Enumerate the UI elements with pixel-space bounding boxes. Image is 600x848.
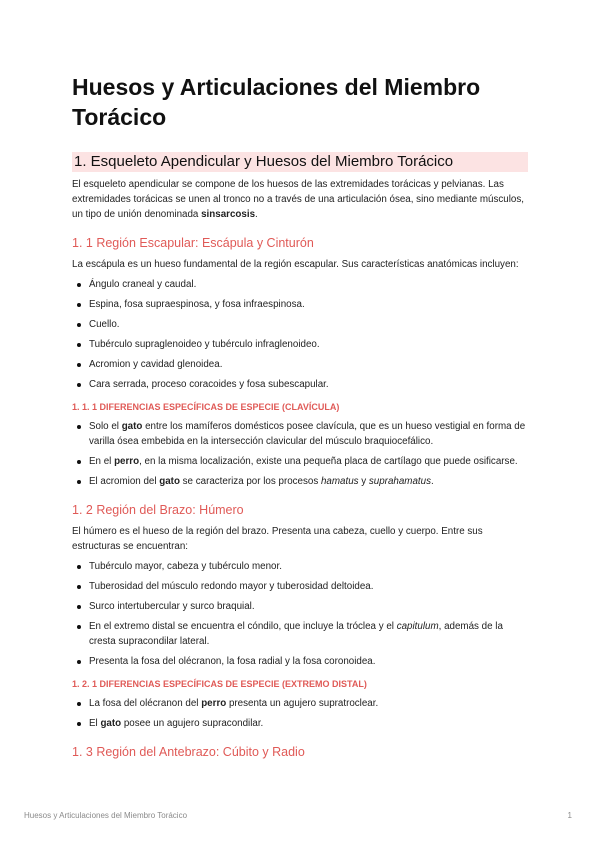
text-span: El acromion del bbox=[89, 476, 160, 487]
text-span: . bbox=[430, 476, 434, 487]
list-item bbox=[72, 454, 528, 469]
text-span: En el bbox=[89, 456, 115, 467]
section-1-2-intro: El húmero es el hueso de la región del brazo. Presenta una cabeza, cuello y cuerpo. Entre sus estructuras se encuentran: bbox=[72, 526, 483, 552]
list-item: Tubérculo mayor, cabeza y tubérculo menor. bbox=[72, 559, 528, 574]
list-item: Tuberosidad del músculo redondo mayor y tuberosidad deltoidea. bbox=[72, 579, 528, 594]
text-span: Solo el bbox=[89, 421, 122, 432]
section-1-2-1-heading: 1. 2. 1 DIFERENCIAS ESPECÍFICAS DE ESPECIE (EXTREMO DISTAL) bbox=[72, 679, 367, 689]
text-span: y bbox=[358, 476, 369, 487]
text-span: . bbox=[255, 209, 258, 220]
list-item: Tubérculo supraglenoideo y tubérculo infraglenoideo. bbox=[72, 337, 528, 352]
bold-term: perro bbox=[114, 456, 140, 467]
bold-term: gato bbox=[159, 476, 180, 487]
list-item: Cara serrada, proceso coracoides y fosa subescapular. bbox=[72, 377, 528, 392]
text-span: , en la misma localización, existe una pequeña placa de cartílago que puede osificarse. bbox=[139, 456, 518, 467]
section-1-heading: 1. Esqueleto Apendicular y Huesos del Miembro Torácico bbox=[72, 152, 528, 172]
list-item bbox=[72, 419, 528, 449]
section-1-2-heading: 1. 2 Región del Brazo: Húmero bbox=[72, 503, 244, 517]
italic-term: capitulum bbox=[396, 621, 439, 632]
text-span: posee un agujero supracondilar. bbox=[121, 718, 264, 729]
list-item bbox=[72, 619, 528, 649]
list-item bbox=[72, 474, 528, 489]
section-1-paragraph bbox=[72, 177, 528, 222]
page-title: Huesos y Articulaciones del Miembro Torácico bbox=[72, 74, 481, 130]
bold-term: perro bbox=[201, 698, 227, 709]
list-item: Surco intertubercular y surco braquial. bbox=[72, 599, 528, 614]
footer-title: Huesos y Articulaciones del Miembro Torácico bbox=[24, 811, 188, 820]
bold-term: gato bbox=[121, 421, 143, 432]
distal-differences-list bbox=[72, 696, 528, 731]
text-span: El esqueleto apendicular se compone de los huesos de las extremidades torácicas y pelvianas. Las extremidades torácicas se unen al tronco no a través de una articulación ósea, sino mediante músculos, un tipo de unión denominada bbox=[72, 179, 524, 220]
list-item: Presenta la fosa del olécranon, la fosa radial y la fosa coronoidea. bbox=[72, 654, 528, 669]
list-item bbox=[72, 696, 528, 711]
page-number: 1 bbox=[567, 811, 572, 820]
section-1-3-heading: 1. 3 Región del Antebrazo: Cúbito y Radio bbox=[72, 745, 305, 759]
scapula-features-list bbox=[72, 277, 528, 392]
text-span: La fosa del olécranon del bbox=[89, 698, 202, 709]
list-item: Ángulo craneal y caudal. bbox=[72, 277, 528, 292]
italic-term: suprahamatus bbox=[368, 476, 431, 487]
clavicle-differences-list bbox=[72, 419, 528, 489]
list-item: Acromion y cavidad glenoidea. bbox=[72, 357, 528, 372]
text-span: , además de la cresta supracondilar lateral. bbox=[89, 621, 503, 647]
bold-term: sinsarcosis bbox=[201, 209, 256, 220]
text-span: presenta un agujero supratroclear. bbox=[226, 698, 379, 709]
text-span: En el extremo distal se encuentra el cóndilo, que incluye la tróclea y el bbox=[89, 621, 397, 632]
humerus-features-list bbox=[72, 559, 528, 669]
text-span: entre los mamíferos domésticos posee clavícula, que es un hueso vestigial en forma de varilla ósea embebida en la intersección clavicular del músculo braquiocefálico. bbox=[89, 421, 526, 447]
section-1-1-intro: La escápula es un hueso fundamental de la región escapular. Sus características anatómicas incluyen: bbox=[72, 259, 519, 270]
bold-term: gato bbox=[100, 718, 122, 729]
list-item bbox=[72, 716, 528, 731]
text-span: se caracteriza por los procesos bbox=[179, 476, 321, 487]
text-span: El bbox=[89, 718, 101, 729]
document-content bbox=[72, 72, 528, 761]
section-1-1-heading: 1. 1 Región Escapular: Escápula y Cinturón bbox=[72, 236, 314, 250]
italic-term: hamatus bbox=[320, 476, 359, 487]
section-1-1-1-heading: 1. 1. 1 DIFERENCIAS ESPECÍFICAS DE ESPECIE (CLAVÍCULA) bbox=[72, 402, 340, 412]
page-footer bbox=[24, 811, 572, 821]
list-item: Cuello. bbox=[72, 317, 528, 332]
list-item: Espina, fosa supraespinosa, y fosa infraespinosa. bbox=[72, 297, 528, 312]
